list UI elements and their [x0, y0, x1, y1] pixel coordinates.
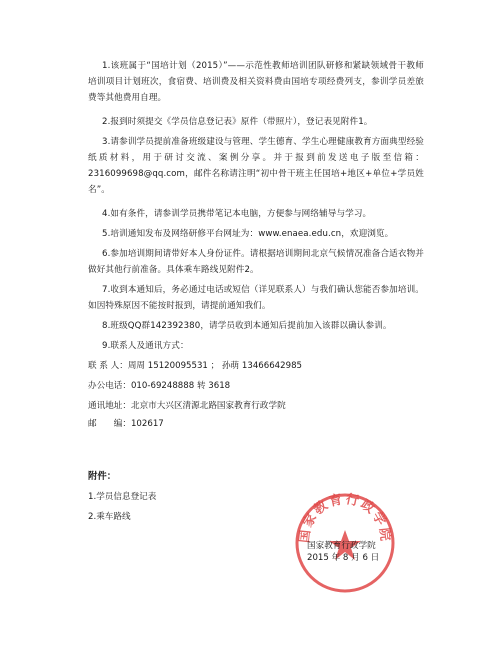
notice-item-5: 5.培训通知发布及网络研修平台网址为：www.enaea.edu.cn，欢迎浏览。 [102, 229, 394, 239]
notice-item-6: 6.参加培训期间请带好本人身份证件。请根据培训期间北京气候情况准备合适衣物并做好其他行前准备。具体乘车路线见附件2。 [88, 249, 424, 275]
postcode: 邮 编：102617 [88, 419, 164, 429]
notice-item-1: 1.该班属于“国培计划（2015）”——示范性教师培训团队研修和紧缺领域骨干教师培训项目计划班次，食宿费、培训费及相关资料费由国培专项经费列支，参训学员差旅费等其他费用自理。 [88, 61, 424, 103]
notice-item-7: 7.收到本通知后，务必通过电话或短信（详见联系人）与我们确认您能否参加培训。如因特殊原因不能按时报到，请提前通知我们。 [88, 285, 424, 311]
attachment-item: 2.乘车路线 [88, 512, 131, 522]
attachments-header: 附件： [88, 471, 117, 482]
notice-item-3: 3.请参训学员提前准备班级建设与管理、学生德育、学生心理健康教育方面典型经验纸质材料，用于研讨交流、案例分享。并于报到前发送电子版至信箱：2316099698@qq.com，邮件名称请注明“初中骨干班主任国培+地区+单位+学员姓名”。 [88, 137, 424, 195]
svg-text:国家教育行政学院: 国家教育行政学院 [297, 492, 393, 544]
mailing-address: 通讯地址：北京市大兴区清源北路国家教育行政学院 [88, 401, 286, 411]
attachment-item: 1.学员信息登记表 [88, 492, 157, 502]
notice-item-8: 8.班级QQ群142392380，请学员收到本通知后提前加入该群以确认参训。 [102, 321, 392, 331]
notice-item-2: 2.报到时须提交《学员信息登记表》原件（带照片），登记表见附件1。 [102, 117, 373, 127]
notice-item-9: 9.联系人及通讯方式： [102, 341, 189, 351]
notice-item-4: 4.如有条件，请参训学员携带笔记本电脑，方便参与网络辅导与学习。 [102, 209, 372, 219]
office-phone: 办公电话：010-69248888 转 3618 [88, 381, 231, 391]
contact-persons: 联 系 人：周周 15120095531 ； 孙萌 13466642985 [88, 361, 303, 371]
signature-org: 国家教育行政学院 [307, 541, 376, 551]
signature-date: 2015 年 8 月 6 日 [307, 553, 380, 563]
